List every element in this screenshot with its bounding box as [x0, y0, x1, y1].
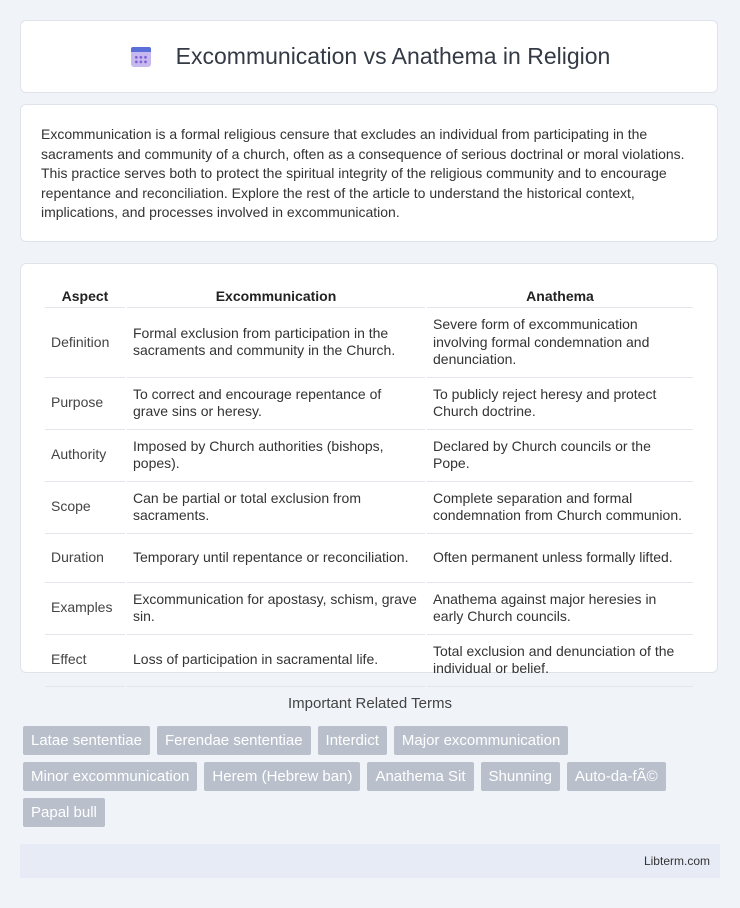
related-terms-list [23, 726, 723, 827]
cell-aspect: Effect [45, 635, 125, 687]
table-header-row [45, 284, 693, 308]
related-term-tag[interactable]: Major excommunication [394, 726, 568, 755]
cell-excommunication: Formal exclusion from participation in the sacraments and community in the Church. [127, 308, 425, 378]
header-anathema: Anathema [427, 284, 693, 308]
cell-aspect: Duration [45, 534, 125, 583]
cell-aspect: Scope [45, 482, 125, 534]
cell-anathema: Declared by Church councils or the Pope. [427, 430, 693, 482]
table-row [45, 635, 693, 687]
cell-anathema: Total exclusion and denunciation of the individual or belief. [427, 635, 693, 687]
title-card [20, 20, 718, 93]
related-term-tag[interactable]: Minor excommunication [23, 762, 197, 791]
cell-aspect: Authority [45, 430, 125, 482]
related-term-tag[interactable]: Auto-da-fÃ© [567, 762, 666, 791]
intro-text: Excommunication is a formal religious censure that excludes an individual from participating in the sacraments and community of a church, often as a consequence of serious doctrinal or moral violations. This practice serves both to protect the spiritual integrity of the religious community and to encourage repentance and reconciliation. Explore the rest of the article to understand the historical context, implications, and processes involved in excommunication. [41, 126, 685, 220]
comparison-table-card [20, 263, 718, 676]
related-term-tag[interactable]: Ferendae sententiae [157, 726, 311, 755]
cell-excommunication: Can be partial or total exclusion from sacraments. [127, 482, 425, 534]
related-term-tag[interactable]: Latae sententiae [23, 726, 150, 755]
cell-anathema: Anathema against major heresies in early Church councils. [427, 583, 693, 635]
calendar-icon [128, 44, 154, 70]
table-row [45, 378, 693, 430]
cell-aspect: Purpose [45, 378, 125, 430]
related-term-tag[interactable]: Papal bull [23, 798, 105, 827]
table-row [45, 430, 693, 482]
header-aspect: Aspect [45, 284, 125, 308]
page-title: Excommunication vs Anathema in Religion [175, 43, 611, 69]
related-term-tag[interactable]: Interdict [318, 726, 387, 755]
related-term-tag[interactable]: Anathema Sit [367, 762, 473, 791]
cell-excommunication: Temporary until repentance or reconciliation. [127, 534, 425, 583]
related-terms-title: Important Related Terms [288, 695, 452, 712]
footer-site[interactable]: Libterm.com [643, 854, 710, 868]
cell-anathema: Complete separation and formal condemnation from Church communion. [427, 482, 693, 534]
cell-excommunication: To correct and encourage repentance of grave sins or heresy. [127, 378, 425, 430]
cell-anathema: Severe form of excommunication involving formal condemnation and denunciation. [427, 308, 693, 378]
table-row [45, 583, 693, 635]
cell-excommunication: Imposed by Church authorities (bishops, popes). [127, 430, 425, 482]
footer [20, 844, 720, 878]
cell-anathema: Often permanent unless formally lifted. [427, 534, 693, 583]
header-excommunication: Excommunication [127, 284, 425, 308]
intro-card [20, 104, 718, 242]
table-row [45, 534, 693, 583]
cell-anathema: To publicly reject heresy and protect Church doctrine. [427, 378, 693, 430]
related-term-tag[interactable]: Herem (Hebrew ban) [204, 762, 360, 791]
comparison-table [43, 284, 695, 687]
related-term-tag[interactable]: Shunning [481, 762, 560, 791]
cell-excommunication: Loss of participation in sacramental life. [127, 635, 425, 687]
table-row [45, 482, 693, 534]
cell-excommunication: Excommunication for apostasy, schism, grave sin. [127, 583, 425, 635]
cell-aspect: Definition [45, 308, 125, 378]
cell-aspect: Examples [45, 583, 125, 635]
table-row [45, 308, 693, 378]
